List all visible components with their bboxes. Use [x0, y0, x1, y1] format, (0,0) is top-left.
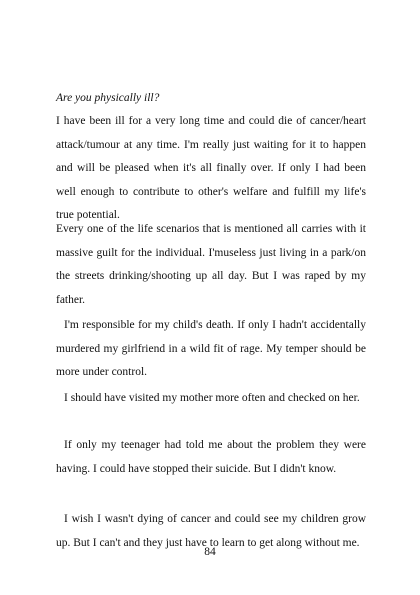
paragraph: I wish I wasn't dying of cancer and could see my children grow up. But I can't and they just have to learn to get along without me. [56, 513, 366, 549]
paragraph: I have been ill for a very long time and could die of cancer/heart attack/tumour at any time. I'm really just waiting for it to happen and will be pleased when it's all finally over. If only I had been well enough to contribute to other's welfare and fulfill my life's true potential. [56, 115, 366, 222]
section-heading: Are you physically ill? [56, 92, 160, 104]
paragraph: I should have visited my mother more often and checked on her. [64, 392, 360, 404]
paragraph: If only my teenager had told me about the problem they were having. I could have stopped their suicide. But I didn't know. [56, 439, 366, 475]
page-number: 84 [204, 546, 216, 558]
paragraph: Every one of the life scenarios that is mentioned all carries with it massive guilt for the individual. I'museless just living in a park/on the streets drinking/shooting up all day. But I was raped by my father. [56, 223, 366, 306]
paragraph: I'm responsible for my child's death. If only I hadn't accidentally murdered my girlfriend in a wild fit of rage. My temper should be more under control. [56, 319, 366, 379]
